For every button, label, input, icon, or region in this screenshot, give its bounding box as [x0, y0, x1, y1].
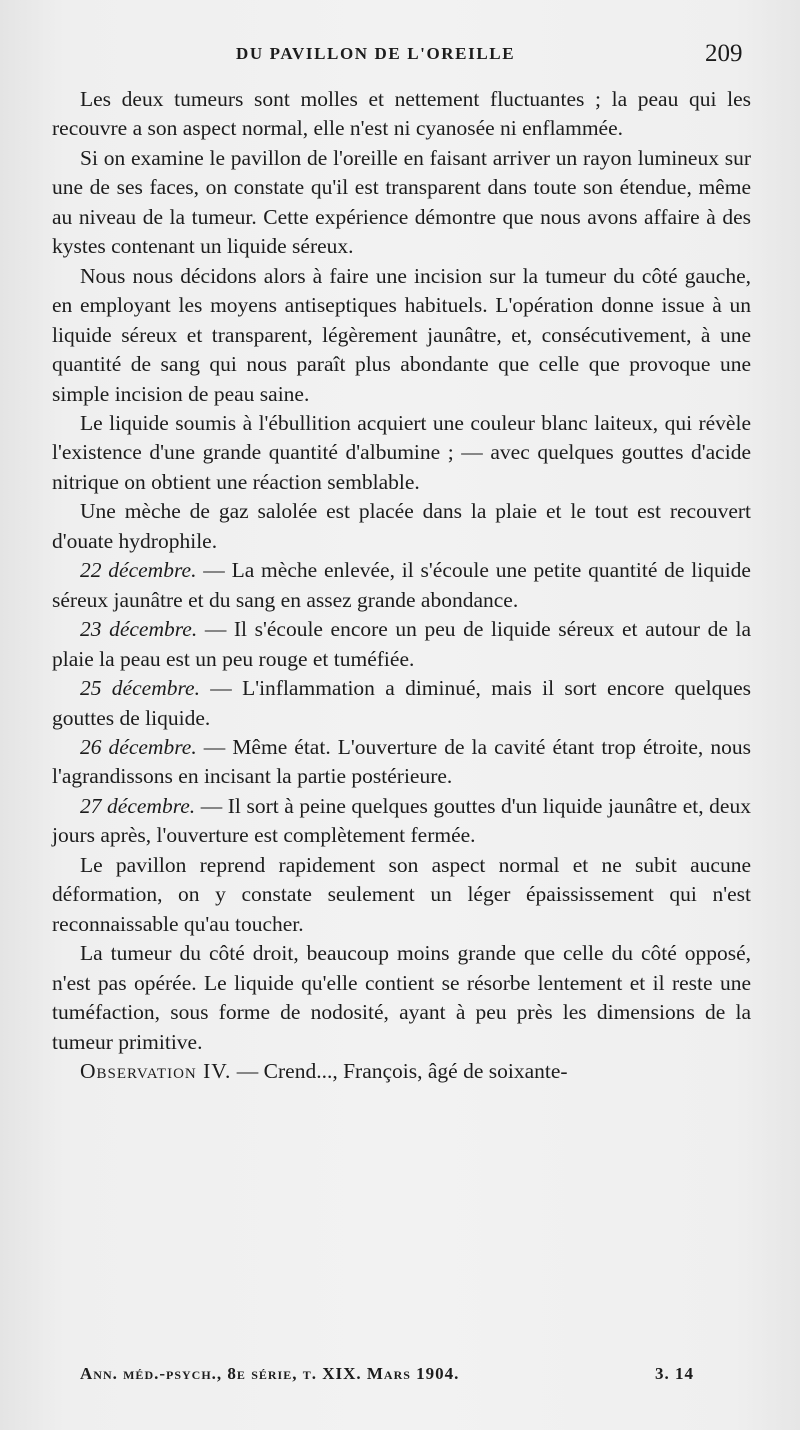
observation-text: — Crend..., François, âgé de soixante- [231, 1058, 568, 1083]
dated-entry [52, 615, 751, 674]
journal-citation: Ann. méd.-psych., 8e série, t. XIX. Mars 1904. [80, 1364, 460, 1383]
entry-date: 25 décembre. [80, 676, 200, 701]
entry-text: — L'inflammation a diminué, mais il sort encore quelques gouttes de liquide. [52, 676, 751, 730]
observation-label: Observation IV. [80, 1058, 232, 1083]
page-number: 209 [705, 40, 743, 67]
paragraph: Le liquide soumis à l'ébullition acquiert une couleur blanc laiteux, qui révèle l'existence d'une grande quantité d'albumine ; — avec quelques gouttes d'acide nitrique on obtient une réaction semblable. [52, 410, 751, 494]
paragraph: Les deux tumeurs sont molles et nettement fluctuantes ; la peau qui les recouvre a son aspect normal, elle n'est ni cyanosée ni enflammée. [52, 87, 751, 141]
page-footer [0, 1364, 800, 1392]
paragraph: Le pavillon reprend rapidement son aspect normal et ne subit aucune déformation, on y constate seulement un léger épaississement qui n'est reconnaissable qu'au toucher. [52, 852, 751, 936]
paragraph: Une mèche de gaz salolée est placée dans la plaie et le tout est recouvert d'ouate hydrophile. [52, 499, 751, 553]
entry-text: — Même état. L'ouverture de la cavité étant trop étroite, nous l'agrandissons en incisant la partie postérieure. [52, 734, 751, 789]
entry-text: — Il sort à peine quelques gouttes d'un liquide jaunâtre et, deux jours après, l'ouverture est complètement fermée. [52, 793, 751, 848]
entry-text: — La mèche enlevée, il s'écoule une petite quantité de liquide séreux jaunâtre et du sang en assez grande abondance. [52, 558, 751, 612]
dated-entry [52, 674, 751, 733]
signature-mark: 3. 14 [655, 1364, 694, 1383]
running-title: DU PAVILLON DE L'OREILLE [236, 44, 516, 63]
paragraph: Si on examine le pavillon de l'oreille en faisant arriver un rayon lumineux sur une de ses faces, on constate qu'il est transparent dans toute son étendue, même au niveau de la tumeur. Cette expérience démontre que nous avons affaire à des kystes contenant un liquide séreux. [52, 145, 751, 259]
paragraph: Nous nous décidons alors à faire une incision sur la tumeur du côté gauche, en employant les moyens antiseptiques habituels. L'opération donne issue à un liquide séreux et transparent, légèrement jaunâtre, et, consécutivement, à une quantité de sang qui nous paraît plus abondante que celle que provoque une simple incision de peau saine. [52, 263, 751, 406]
dated-entry [52, 733, 751, 792]
entry-text: — Il s'écoule encore un peu de liquide séreux et autour de la plaie la peau est un peu rouge et tuméfiée. [52, 617, 751, 671]
entry-date: 27 décembre. [80, 793, 196, 818]
page-header [0, 40, 800, 76]
entry-date: 26 décembre. [80, 734, 197, 759]
dated-entry [52, 556, 751, 615]
paragraph: La tumeur du côté droit, beaucoup moins grande que celle du côté opposé, n'est pas opérée. Le liquide qu'elle contient se résorbe lentement et il reste une tuméfaction, sous forme de nodosité, ayant à peu près les dimensions de la tumeur primitive. [52, 941, 751, 1054]
dated-entry [52, 792, 751, 851]
entry-date: 23 décembre. [80, 617, 198, 642]
observation-heading [52, 1057, 751, 1086]
entry-date: 22 décembre. [80, 558, 197, 583]
body-text [52, 85, 751, 1086]
